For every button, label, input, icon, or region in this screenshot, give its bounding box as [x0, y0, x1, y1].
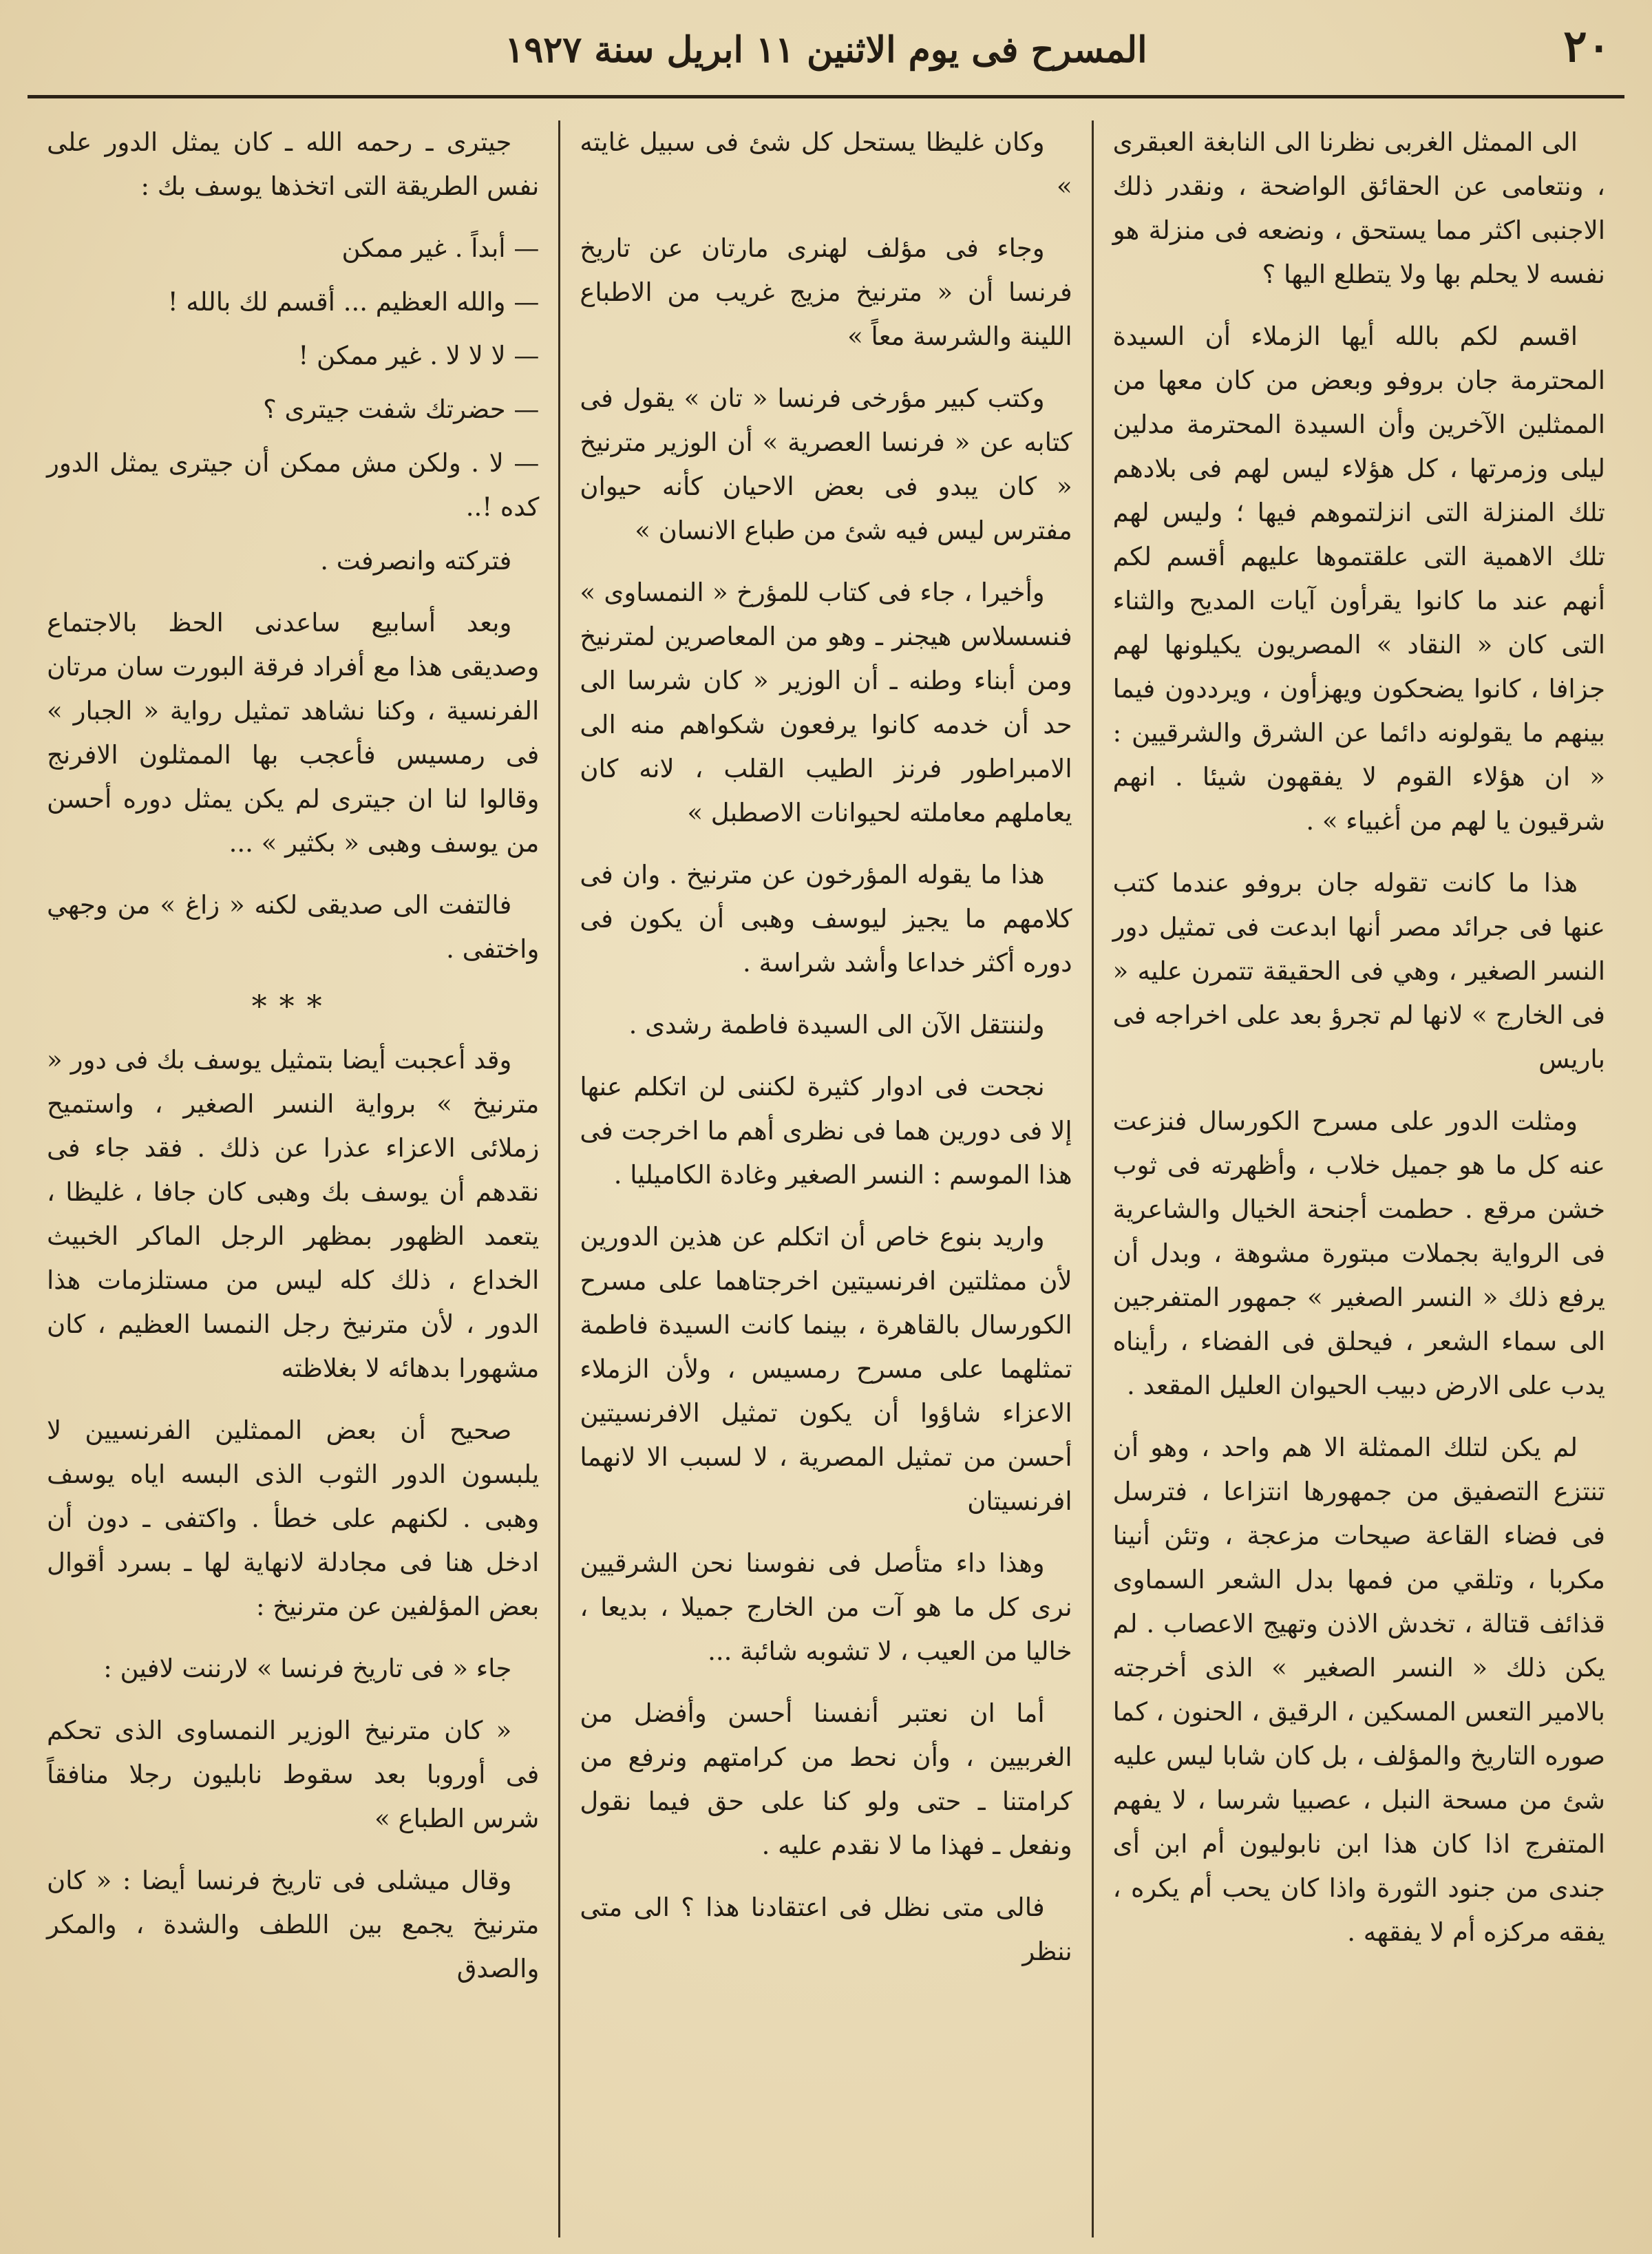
column-left	[1094, 120, 1624, 2237]
column-middle	[560, 120, 1091, 2237]
column-divider	[558, 120, 560, 2237]
section-separator: ***	[251, 989, 335, 1024]
paragraph: لم يكن لتلك الممثلة الا هم واحد ، وهو أن تنتزع التصفيق من جمهورها انتزاعا ، فترسل فى فضاء القاعة صيحات مزعجة ، وتئن أنينا مكربا ، وتلقي من فمها بدل الشعر السماوى قذائف قتالة ، تخدش الاذن وتهيج الاعصاب . لم يكن ذلك « النسر الصغير » الذى أخرجته بالامير التعس المسكين ، الرقيق ، الحنون ، كما صوره التاريخ والمؤلف ، بل كان شابا ليس عليه شئ من مسحة النبل ، عصبيا شرسا ، لا يفهم المتفرج اذا كان هذا ابن نابوليون أم ابن أى جندى من جنود الثورة واذا كان يحب أم يكره ، يفقه مركزه أم لا يفقهه .	[1112, 1433, 1605, 1947]
paragraph: — حضرتك شفت جيترى ؟	[263, 394, 540, 424]
paragraph: وقد أعجبت أيضا بتمثيل يوسف بك فى دور « مترنيخ » برواية النسر الصغير ، واستميح زملائى الاعزاء عذرا عن ذلك . فقد جاء فى نقدهم أن يوسف بك وهبى كان جافا ، غليظا ، يتعمد الظهور بمظهر الرجل الماكر الخبيث الخداع ، ذلك كله ليس من مستلزمات هذا الدور ، لأن مترنيخ رجل النمسا العظيم ، كان مشهورا بدهائه لا بغلاظته	[47, 1045, 540, 1383]
paragraph: هذا ما يقوله المؤرخون عن مترنيخ . وان فى كلامهم ما يجيز ليوسف وهبى أن يكون فى دوره أكثر خداعا وأشد شراسة .	[580, 860, 1072, 978]
paragraph: وكتب كبير مؤرخى فرنسا « تان » يقول فى كتابه عن « فرنسا العصرية » أن الوزير مترنيخ « كان يبدو فى بعض الاحيان كأنه حيوان مفترس ليس فيه شئ من طباع الانسان »	[580, 383, 1072, 545]
paragraph: نجحت فى ادوار كثيرة لكننى لن اتكلم عنها إلا فى دورين هما فى نظرى أهم ما اخرجت فى هذا الموسم : النسر الصغير وغادة الكاميليا .	[580, 1072, 1072, 1190]
paragraph: — لا لا لا . غير ممكن !	[298, 341, 540, 370]
paragraph: الى الممثل الغربى نظرنا الى النابغة العبقرى ، ونتعامى عن الحقائق الواضحة ، ونقدر ذلك الاجنبى اكثر مما يستحق ، ونضعه فى منزلة هو نفسه لا يحلم بها ولا يتطلع اليها ؟	[1112, 127, 1605, 289]
paragraph: — لا . ولكن مش ممكن أن جيترى يمثل الدور كده !..	[47, 448, 540, 522]
paragraph: جاء « فى تاريخ فرنسا » لارننت لافين :	[103, 1654, 512, 1683]
article-columns	[28, 120, 1624, 2237]
paragraph: ومثلت الدور على مسرح الكورسال فنزعت عنه كل ما هو جميل خلاب ، وأظهرته فى ثوب خشن مرقع . حطمت أجنحة الخيال والشاعرية فى الرواية بجملات مبتورة مشوهة ، وبدل أن يرفع ذلك « النسر الصغير » جمهور المتفرجين الى سماء الشعر ، فيحلق فى الفضاء ، رأيناه يدب على الارض دبيب الحيوان العليل المقعد .	[1112, 1106, 1605, 1400]
page-number: ٢٠	[1563, 21, 1611, 72]
column-divider	[1092, 120, 1094, 2237]
paragraph: وهذا داء متأصل فى نفوسنا نحن الشرقيين نرى كل ما هو آت من الخارج جميلا ، بديعا ، خاليا من العيب ، لا تشوبه شائبة ...	[580, 1548, 1072, 1666]
paragraph: فالى متى نظل فى اعتقادنا هذا ؟ الى متى ننظر	[580, 1893, 1072, 1966]
paragraph: اقسم لكم بالله أيها الزملاء أن السيدة المحترمة جان بروفو وبعض من كان معها من الممثلين الآخرين وأن السيدة المحترمة مدلين ليلى وزمرتها ، كل هؤلاء ليس لهم فى بلادهم تلك المنزلة التى انزلتموهم فيها ؛ وليس لهم تلك الاهمية التى علقتموها عليهم أقسم لكم أنهم عند ما كانوا يقرأون آيات المديح والثناء التى كان « النقاد » المصريون يكيلونها لهم جزافا ، كانوا يضحكون ويهزأون ، ويرددون فيما بينهم ما يقولونه دائما عن الشرق والشرقيين : « ان هؤلاء القوم لا يفقهون شيئا . انهم شرقيون يا لهم من أغبياء » .	[1112, 322, 1605, 836]
paragraph: جيترى ـ رحمه الله ـ كان يمثل الدور على نفس الطريقة التى اتخذها يوسف بك :	[47, 127, 540, 201]
paragraph: « كان مترنيخ الوزير النمساوى الذى تحكم فى أوروبا بعد سقوط نابليون رجلا منافقاً شرس الطباع »	[47, 1716, 540, 1833]
paragraph: فالتفت الى صديقى لكنه « زاغ » من وجهي واختفى .	[47, 890, 540, 964]
paragraph: هذا ما كانت تقوله جان بروفو عندما كتب عنها فى جرائد مصر أنها ابدعت فى تمثيل دور النسر الصغير ، وهي فى الحقيقة تتمرن عليه « فى الخارج » لانها لم تجرؤ بعد على اخراجه فى باريس	[1112, 868, 1605, 1074]
paragraph: وقال ميشلى فى تاريخ فرنسا أيضا : « كان مترنيخ يجمع بين اللطف والشدة ، والمكر والصدق	[47, 1866, 540, 1983]
paragraph: صحيح أن بعض الممثلين الفرنسيين لا يلبسون الدور الثوب الذى البسه اياه يوسف وهبى . لكنهم على خطأ . واكتفى ـ دون أن ادخل هنا فى مجادلة لانهاية لها ـ بسرد أقوال بعض المؤلفين عن مترنيخ :	[47, 1415, 540, 1621]
paragraph: واريد بنوع خاص أن اتكلم عن هذين الدورين لأن ممثلتين افرنسيتين اخرجتاهما على مسرح الكورسال بالقاهرة ، بينما كانت السيدة فاطمة تمثلهما على مسرح رمسيس ، ولأن الزملاء الاعزاء شاؤوا أن يكون تمثيل الافرنسيتين أحسن من تمثيل المصرية ، لا لسبب الا لانهما افرنسيتان	[580, 1222, 1072, 1516]
header-rule	[28, 95, 1624, 98]
page-title: المسرح فى يوم الاثنين ١١ ابريل سنة ١٩٢٧	[505, 29, 1147, 71]
paragraph: وكان غليظا يستحل كل شئ فى سبيل غايته »	[580, 127, 1072, 201]
paragraph: وجاء فى مؤلف لهنرى مارتان عن تاريخ فرنسا أن « مترنيخ مزيج غريب من الاطباع اللينة والشرسة معاً »	[580, 233, 1072, 351]
paragraph: وأخيرا ، جاء فى كتاب للمؤرخ « النمساوى » فنسسلاس هيجنر ـ وهو من المعاصرين لمترنيخ ومن أبناء وطنه ـ أن الوزير « كان شرسا الى حد أن خدمه كانوا يرفعون شكواهم منه الى الامبراطور فرنز الطيب القلب ، لانه كان يعاملهم معاملته لحيوانات الاصطبل »	[580, 578, 1072, 828]
column-right	[28, 120, 558, 2237]
paragraph: ولننتقل الآن الى السيدة فاطمة رشدى .	[628, 1010, 1045, 1040]
paragraph: فتركته وانصرفت .	[320, 546, 512, 576]
paragraph: — أبداً . غير ممكن	[341, 233, 540, 263]
page-header	[28, 14, 1624, 89]
paragraph: وبعد أسابيع ساعدنى الحظ بالاجتماع وصديقى هذا مع أفراد فرقة البورت سان مرتان الفرنسية ، وكنا نشاهد تمثيل رواية « الجبار » فى رمسيس فأعجب بها الممثلون الافرنج وقالوا لنا ان جيترى لم يكن يمثل دوره أحسن من يوسف وهبى « بكثير » ...	[47, 608, 540, 858]
paragraph: — والله العظيم ... أقسم لك بالله !	[167, 287, 540, 317]
paragraph: أما ان نعتبر أنفسنا أحسن وأفضل من الغربيين ، وأن نحط من كرامتهم ونرفع من كرامتنا ـ حتى ولو كنا على حق فيما نقول ونفعل ـ فهذا ما لا نقدم عليه .	[580, 1698, 1072, 1860]
